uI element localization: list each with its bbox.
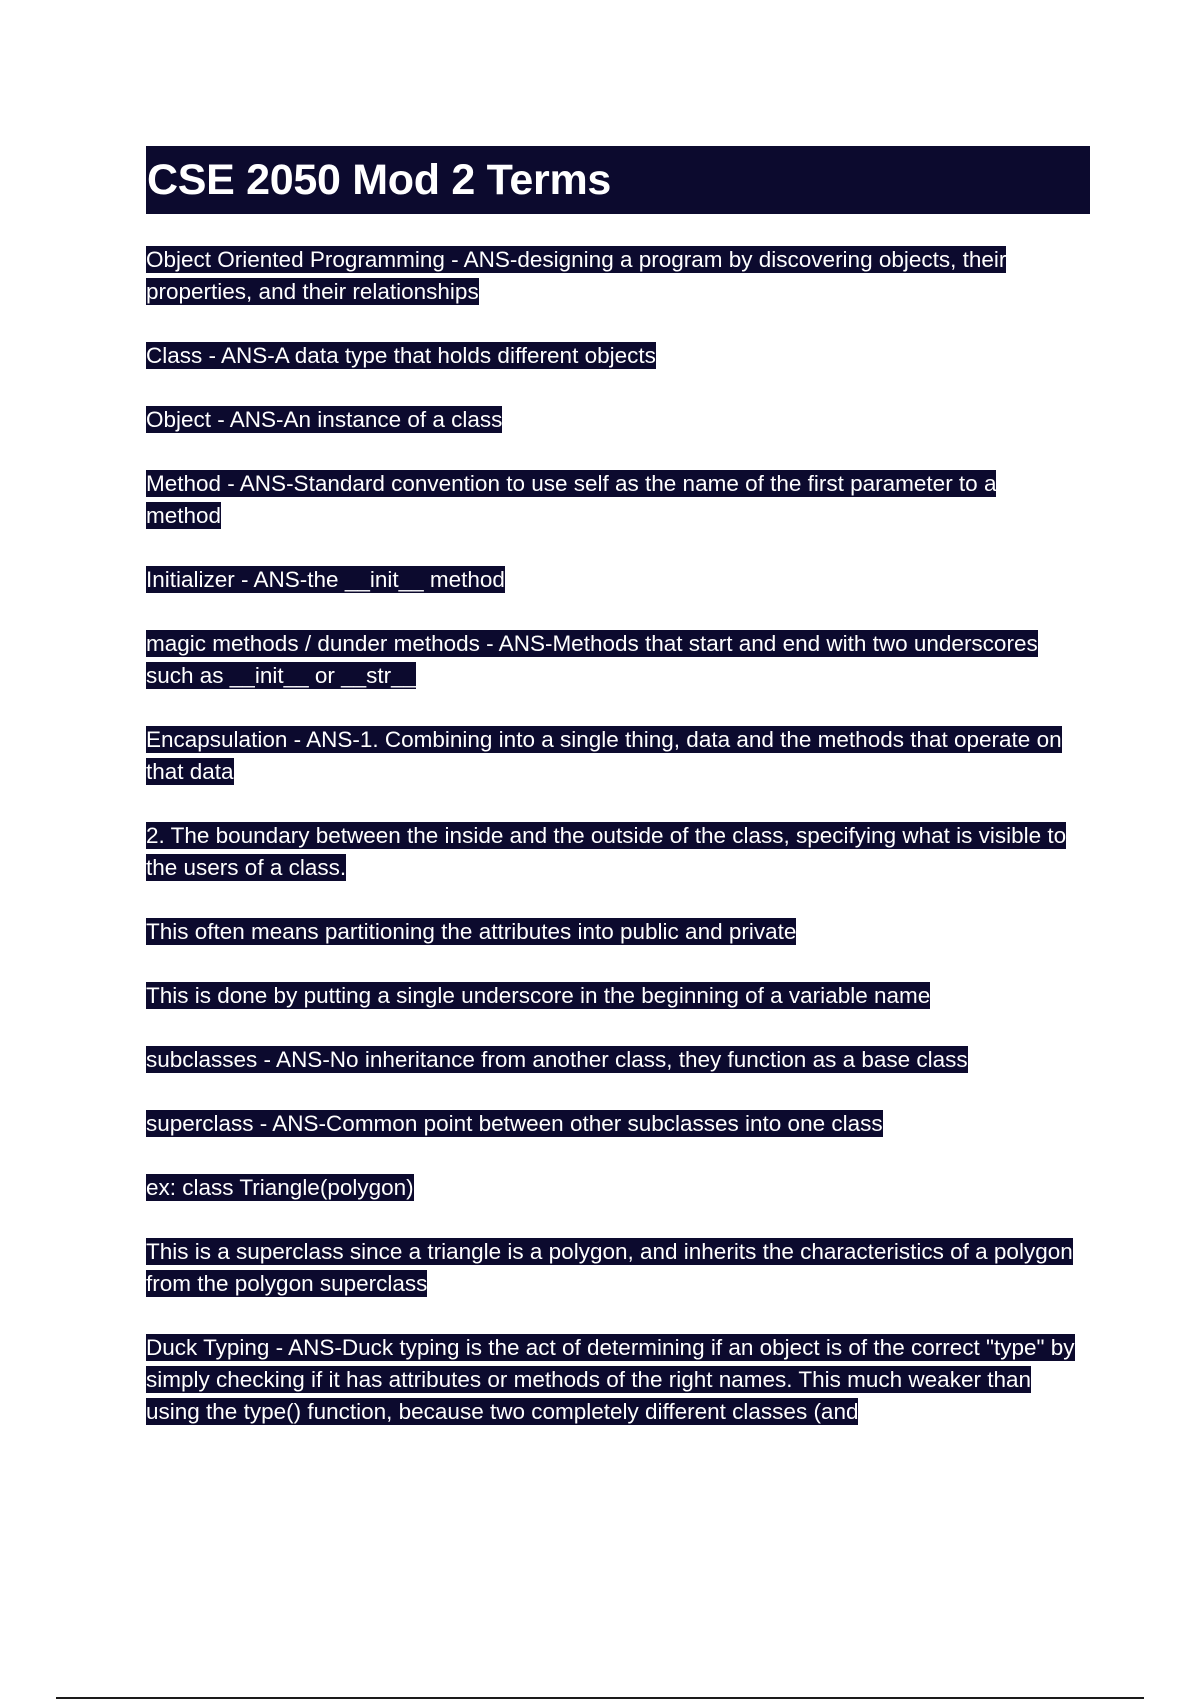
terms-list xyxy=(146,244,1076,1460)
term-entry xyxy=(146,404,1076,436)
term-text: This often means partitioning the attributes into public and private xyxy=(146,919,797,944)
term-entry xyxy=(146,980,1076,1012)
term-entry xyxy=(146,244,1076,308)
term-entry xyxy=(146,340,1076,372)
term-entry xyxy=(146,1172,1076,1204)
term-text: Object Oriented Programming - ANS-designing a program by discovering objects, their properties, and their relationships xyxy=(146,247,1007,304)
term-text: subclasses - ANS-No inheritance from another class, they function as a base class xyxy=(146,1047,968,1072)
term-text: Object - ANS-An instance of a class xyxy=(146,407,503,432)
term-entry xyxy=(146,820,1076,884)
term-entry xyxy=(146,1108,1076,1140)
term-entry xyxy=(146,1332,1076,1428)
term-text: Class - ANS-A data type that holds different objects xyxy=(146,343,656,368)
term-text: This is done by putting a single underscore in the beginning of a variable name xyxy=(146,983,931,1008)
term-entry xyxy=(146,1044,1076,1076)
term-text: Method - ANS-Standard convention to use self as the name of the first parameter to a method xyxy=(146,471,997,528)
term-text: This is a superclass since a triangle is a polygon, and inherits the characteristics of a polygon from the polygon superclass xyxy=(146,1239,1073,1296)
term-text: magic methods / dunder methods - ANS-Methods that start and end with two underscores such as __init__ or __str__ xyxy=(146,631,1038,688)
page-title: CSE 2050 Mod 2 Terms xyxy=(146,146,1090,214)
term-text: Initializer - ANS-the __init__ method xyxy=(146,567,505,592)
page-bottom-rule xyxy=(56,1697,1144,1699)
term-entry xyxy=(146,916,1076,948)
term-text: superclass - ANS-Common point between other subclasses into one class xyxy=(146,1111,883,1136)
term-entry xyxy=(146,1236,1076,1300)
term-entry xyxy=(146,468,1076,532)
term-text: Encapsulation - ANS-1. Combining into a single thing, data and the methods that operate on that data xyxy=(146,727,1062,784)
term-text: 2. The boundary between the inside and the outside of the class, specifying what is visible to the users of a class. xyxy=(146,823,1067,880)
term-entry xyxy=(146,724,1076,788)
term-text: Duck Typing - ANS-Duck typing is the act of determining if an object is of the correct "type" by simply checking if it has attributes or methods of the right names. This much weaker than using the type() function, because two completely different classes (and xyxy=(146,1335,1075,1424)
term-entry xyxy=(146,628,1076,692)
term-text: ex: class Triangle(polygon) xyxy=(146,1175,414,1200)
term-entry xyxy=(146,564,1076,596)
